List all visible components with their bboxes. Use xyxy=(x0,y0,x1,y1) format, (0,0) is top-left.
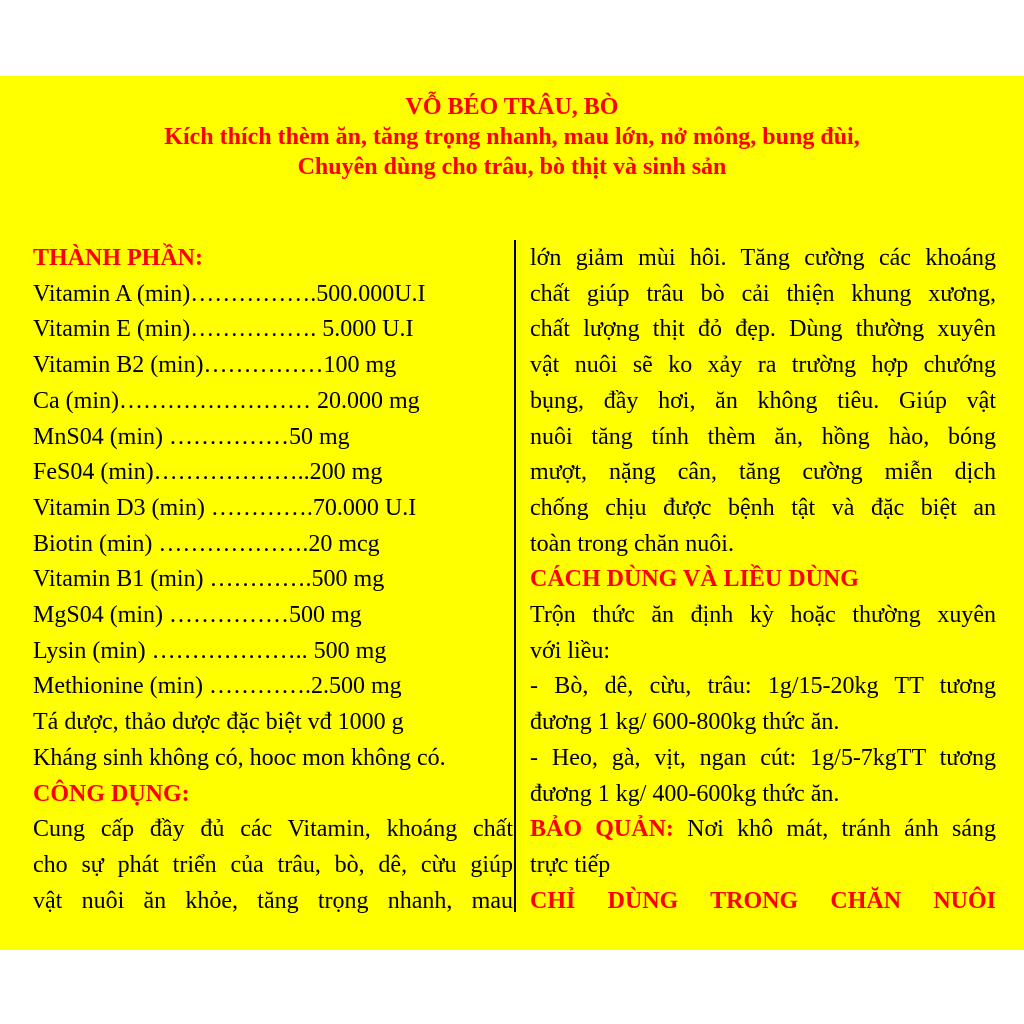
usage-line: lớn giảm mùi hôi. Tăng cường các khoáng xyxy=(530,245,996,271)
usage-line: mượt, nặng cân, tăng cường miễn dịch xyxy=(530,459,996,486)
ingredient-line: Kháng sinh không có, hooc mon không có. xyxy=(33,744,446,771)
usage-line: Cung cấp đầy đủ các Vitamin, khoáng chất xyxy=(33,816,513,843)
usage-text-left xyxy=(33,812,513,919)
dosage-line: - Bò, dê, cừu, trâu: 1g/15-20kg TT tương xyxy=(530,673,996,700)
product-title: VỖ BÉO TRÂU, BÒ xyxy=(405,94,619,120)
dosage-line: - Heo, gà, vịt, ngan cút: 1g/5-7kgTT tương xyxy=(530,744,996,771)
ingredient-line: Lysin (min) ……………….. 500 mg xyxy=(33,637,387,664)
ingredient-line: Vitamin D3 (min) ………….70.000 U.I xyxy=(33,494,417,521)
ingredient-line: MnS04 (min) ……………50 mg xyxy=(33,423,350,450)
ingredient-line: Vitamin A (min)…………….500.000U.I xyxy=(33,280,426,307)
dosage-line: Trộn thức ăn định kỳ hoặc thường xuyên xyxy=(530,602,996,629)
storage-continued: trực tiếp xyxy=(530,851,611,878)
dosage-line: đương 1 kg/ 600-800kg thức ăn. xyxy=(530,709,840,736)
dosage-text xyxy=(530,598,996,812)
dosage-line: với liều: xyxy=(530,637,611,664)
ingredient-line: Tá dược, thảo dược đặc biệt vđ 1000 g xyxy=(33,709,404,736)
ingredients-list xyxy=(33,277,513,777)
ingredient-line: MgS04 (min) ……………500 mg xyxy=(33,602,362,629)
usage-line: vật nuôi ăn khỏe, tăng trọng nhanh, mau xyxy=(33,887,513,914)
storage-line xyxy=(530,812,996,848)
ingredient-line: Vitamin B1 (min) ………….500 mg xyxy=(33,566,385,593)
usage-line: nuôi tăng tính thèm ăn, hồng hào, bóng xyxy=(530,423,996,450)
usage-line: bụng, đầy hơi, ăn không tiêu. Giúp vật xyxy=(530,387,996,414)
label-header xyxy=(0,92,1024,182)
usage-heading: CÔNG DỤNG: xyxy=(33,780,190,807)
storage-label: BẢO QUẢN: xyxy=(530,816,674,843)
ingredient-line: Ca (min)…………………… 20.000 mg xyxy=(33,387,420,414)
right-column xyxy=(530,241,996,919)
ingredient-line: Vitamin B2 (min)……………100 mg xyxy=(33,352,397,379)
usage-line: toàn trong chăn nuôi. xyxy=(530,530,734,557)
usage-text-right xyxy=(530,241,996,562)
dosage-line: đương 1 kg/ 400-600kg thức ăn. xyxy=(530,780,840,807)
usage-line: chất giúp trâu bò cải thiện khung xương, xyxy=(530,280,996,307)
column-divider xyxy=(514,240,516,912)
left-column xyxy=(33,241,513,919)
product-subtitle: Kích thích thèm ăn, tăng trọng nhanh, mau lớn, nở mông, bung đùi, xyxy=(164,124,860,150)
product-target: Chuyên dùng cho trâu, bò thịt và sinh sản xyxy=(297,154,727,180)
ingredients-heading: THÀNH PHẦN: xyxy=(33,245,203,271)
ingredient-line: FeS04 (min)………………..200 mg xyxy=(33,459,383,486)
usage-line: chống chịu được bệnh tật và đặc biệt an xyxy=(530,494,996,521)
storage-text: Nơi khô mát, tránh ánh sáng xyxy=(673,816,996,843)
usage-line: chất lượng thịt đỏ đẹp. Dùng thường xuyên xyxy=(530,316,996,343)
ingredient-line: Vitamin E (min)……………. 5.000 U.I xyxy=(33,316,414,343)
dosage-heading: CÁCH DÙNG VÀ LIỀU DÙNG xyxy=(530,566,859,593)
footer-warning: CHỈ DÙNG TRONG CHĂN NUÔI xyxy=(530,887,996,914)
ingredient-line: Biotin (min) ……………….20 mcg xyxy=(33,530,380,557)
usage-line: cho sự phát triển của trâu, bò, dê, cừu giúp xyxy=(33,851,513,878)
usage-line: vật nuôi sẽ ko xảy ra trường hợp chướng xyxy=(530,352,996,379)
ingredient-line: Methionine (min) ………….2.500 mg xyxy=(33,673,402,700)
